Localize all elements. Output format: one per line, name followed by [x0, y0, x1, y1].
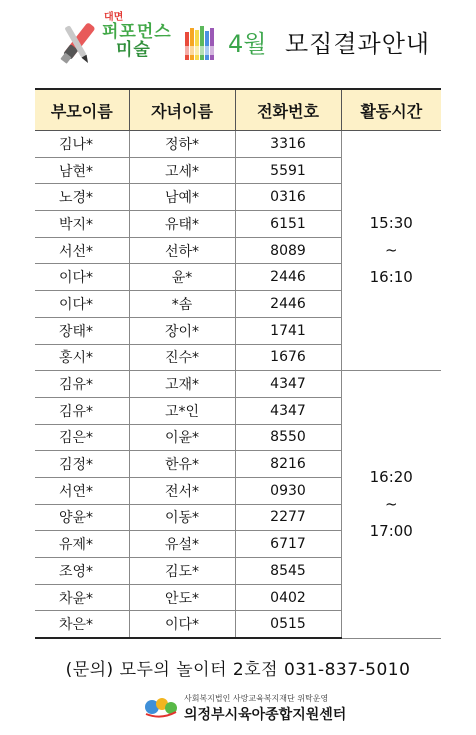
column-header-time: 활동시간 [341, 89, 441, 131]
child-name-cell: 선하* [129, 237, 235, 264]
phone-cell: 8216 [235, 451, 341, 478]
phone-cell: 1741 [235, 317, 341, 344]
column-header-parent: 부모이름 [35, 89, 129, 131]
table-body [35, 131, 441, 639]
child-name-cell: 안도* [129, 584, 235, 611]
activity-time-cell [341, 131, 441, 371]
phone-cell: 8089 [235, 237, 341, 264]
phone-cell: 6717 [235, 531, 341, 558]
phone-cell: 0316 [235, 184, 341, 211]
child-name-cell: 진수* [129, 344, 235, 371]
logo-line2: 미술 [116, 40, 151, 60]
phone-cell: 3316 [235, 131, 341, 158]
parent-name-cell: 유제* [35, 531, 129, 558]
crayons-icon [183, 22, 217, 62]
child-name-cell: 김도* [129, 558, 235, 585]
parent-name-cell: 양윤* [35, 504, 129, 531]
center-logo-icon [143, 694, 179, 718]
phone-cell: 0402 [235, 584, 341, 611]
time-end: 17:00 [369, 521, 413, 540]
phone-cell: 1676 [235, 344, 341, 371]
parent-name-cell: 장태* [35, 317, 129, 344]
time-sep: ~ [384, 241, 398, 260]
time-end: 16:10 [369, 268, 413, 287]
phone-cell: 0515 [235, 611, 341, 638]
child-name-cell: 윤* [129, 264, 235, 291]
parent-name-cell: 조영* [35, 558, 129, 585]
phone-cell: 0930 [235, 477, 341, 504]
parent-name-cell: 홍시* [35, 344, 129, 371]
org-name: 의정부시육아종합지원센터 [184, 707, 347, 723]
logo-small-label: 대면 [104, 12, 124, 23]
table-row [35, 371, 441, 398]
org-subtitle: 사회복지법인 사랑교육복지재단 위탁운영 [184, 694, 329, 703]
child-name-cell: 남예* [129, 184, 235, 211]
time-sep: ~ [384, 494, 398, 513]
header [0, 0, 476, 80]
child-name-cell: 정하* [129, 131, 235, 158]
phone-cell: 4347 [235, 371, 341, 398]
child-name-cell: 이다* [129, 611, 235, 638]
page-title: 모집결과안내 [285, 30, 431, 58]
phone-cell: 4347 [235, 397, 341, 424]
month-label: 4월 [228, 30, 267, 58]
column-header-child: 자녀이름 [129, 89, 235, 131]
child-name-cell: 유태* [129, 211, 235, 238]
phone-cell: 2446 [235, 291, 341, 318]
phone-cell: 2277 [235, 504, 341, 531]
parent-name-cell: 김유* [35, 397, 129, 424]
child-name-cell: 고세* [129, 157, 235, 184]
child-name-cell: 이윤* [129, 424, 235, 451]
phone-cell: 8550 [235, 424, 341, 451]
table-header-row [35, 89, 441, 131]
child-name-cell: 유설* [129, 531, 235, 558]
results-table [35, 88, 441, 639]
child-name-cell: 고재* [129, 371, 235, 398]
parent-name-cell: 김나* [35, 131, 129, 158]
contact-info: (문의) 모두의 놀이터 2호점 031-837-5010 [65, 660, 411, 680]
column-header-phone: 전화번호 [235, 89, 341, 131]
phone-cell: 2446 [235, 264, 341, 291]
parent-name-cell: 차윤* [35, 584, 129, 611]
program-logo-text [102, 8, 172, 59]
phone-cell: 6151 [235, 211, 341, 238]
parent-name-cell: 서연* [35, 477, 129, 504]
table-row [35, 131, 441, 158]
parent-name-cell: 김유* [35, 371, 129, 398]
child-name-cell: 전서* [129, 477, 235, 504]
phone-cell: 8545 [235, 558, 341, 585]
phone-cell: 5591 [235, 157, 341, 184]
parent-name-cell: 노경* [35, 184, 129, 211]
parent-name-cell: 이다* [35, 264, 129, 291]
parent-name-cell: 서선* [35, 237, 129, 264]
time-start: 16:20 [369, 467, 413, 486]
parent-name-cell: 남현* [35, 157, 129, 184]
art-tools-icon [54, 18, 100, 70]
parent-name-cell: 차은* [35, 611, 129, 638]
parent-name-cell: 박지* [35, 211, 129, 238]
child-name-cell: 고*인 [129, 397, 235, 424]
parent-name-cell: 김은* [35, 424, 129, 451]
parent-name-cell: 김정* [35, 451, 129, 478]
logo-line1: 퍼포먼스 [102, 22, 172, 42]
child-name-cell: 한유* [129, 451, 235, 478]
child-name-cell: 이동* [129, 504, 235, 531]
child-name-cell: 장이* [129, 317, 235, 344]
parent-name-cell: 이다* [35, 291, 129, 318]
child-name-cell: *솜 [129, 291, 235, 318]
time-start: 15:30 [369, 214, 413, 233]
activity-time-cell [341, 371, 441, 638]
